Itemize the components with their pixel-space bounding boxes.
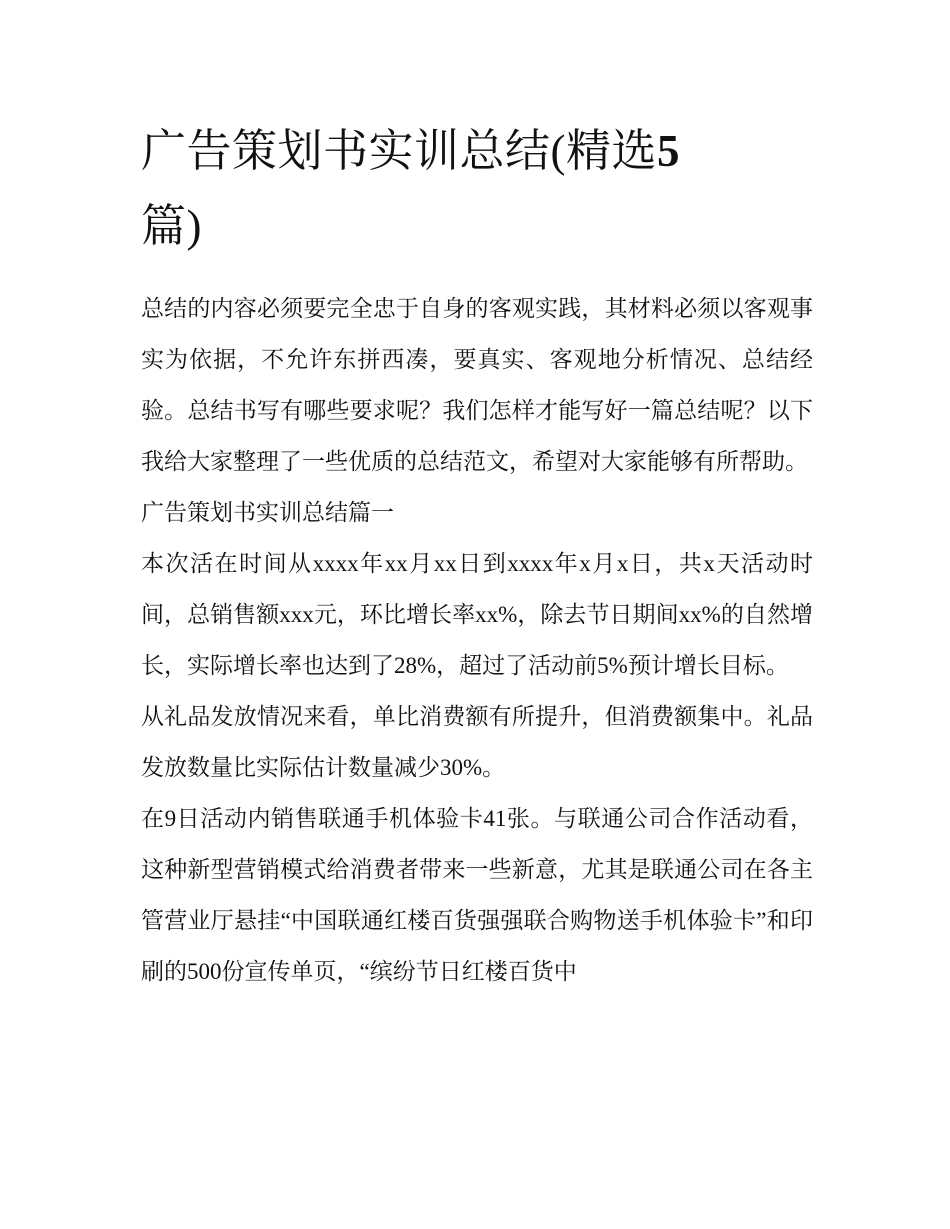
document-title [141, 114, 813, 264]
section-heading: 广告策划书实训总结篇一 [141, 500, 394, 525]
unicom-cooperation-paragraph: 在9日活动内销售联通手机体验卡41张。与联通公司合作活动看，这种新型营销模式给消费者带来一些新意，尤其是联通公司在各主管营业厅悬挂“中国联通红楼百货强强联合购物送手机体验卡”和印刷的500份宣传单页，“缤纷节日红楼百货中 [141, 806, 813, 984]
document-body [141, 283, 813, 997]
intro-paragraph: 总结的内容必须要完全忠于自身的客观实践，其材料必须以客观事实为依据，不允许东拼西凑，要真实、客观地分析情况、总结经验。总结书写有哪些要求呢？我们怎样才能写好一篇总结呢？以下我给大家整理了一些优质的总结范文，希望对大家能够有所帮助。 [141, 296, 813, 474]
title-main: 广告策划书实训总结(精选 [141, 126, 657, 176]
document-page [141, 114, 813, 997]
title-end: 篇) [141, 201, 202, 251]
activity-summary-paragraph: 本次活在时间从xxxx年xx月xx日到xxxx年x月x日，共x天活动时间，总销售额xxx元，环比增长率xx%，除去节日期间xx%的自然增长，实际增长率也达到了28%，超过了活动前5%预计增长目标。 [141, 551, 813, 678]
title-number: 5 [657, 126, 680, 176]
gift-distribution-paragraph: 从礼品发放情况来看，单比消费额有所提升，但消费额集中。礼品发放数量比实际估计数量减少30%。 [141, 704, 813, 780]
